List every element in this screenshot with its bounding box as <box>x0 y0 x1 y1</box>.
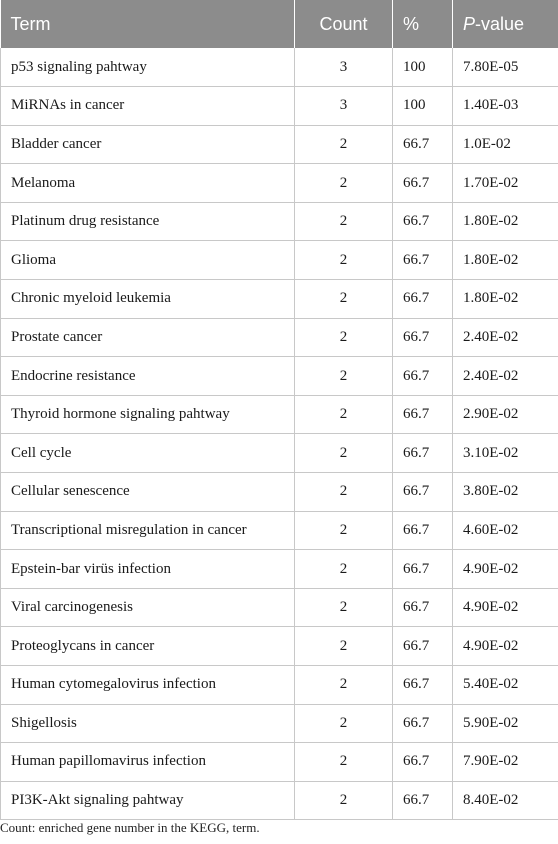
cell-term: Viral carcinogenesis <box>1 588 295 627</box>
cell-count: 2 <box>295 704 393 743</box>
cell-term: Proteoglycans in cancer <box>1 627 295 666</box>
cell-term: PI3K-Akt signaling pahtway <box>1 781 295 820</box>
cell-count: 2 <box>295 627 393 666</box>
cell-percent: 100 <box>393 87 453 126</box>
cell-count: 2 <box>295 395 393 434</box>
cell-term: Cell cycle <box>1 434 295 473</box>
cell-term: Prostate cancer <box>1 318 295 357</box>
table-row <box>1 202 558 241</box>
table-row <box>1 550 558 589</box>
cell-count: 2 <box>295 666 393 705</box>
header-p-italic: P <box>463 13 476 34</box>
cell-p-value: 1.40E-03 <box>453 87 558 126</box>
cell-percent: 66.7 <box>393 434 453 473</box>
cell-percent: 66.7 <box>393 511 453 550</box>
cell-percent: 66.7 <box>393 550 453 589</box>
cell-p-value: 5.90E-02 <box>453 704 558 743</box>
header-count: Count <box>295 0 393 48</box>
cell-term: Transcriptional misregulation in cancer <box>1 511 295 550</box>
header-term: Term <box>1 0 295 48</box>
cell-p-value: 5.40E-02 <box>453 666 558 705</box>
table-row <box>1 125 558 164</box>
cell-count: 2 <box>295 781 393 820</box>
table-row <box>1 357 558 396</box>
cell-percent: 66.7 <box>393 473 453 512</box>
cell-percent: 66.7 <box>393 395 453 434</box>
cell-term: MiRNAs in cancer <box>1 87 295 126</box>
cell-count: 2 <box>295 164 393 203</box>
cell-p-value: 2.40E-02 <box>453 357 558 396</box>
cell-p-value: 1.70E-02 <box>453 164 558 203</box>
table-body <box>1 48 558 820</box>
cell-count: 2 <box>295 241 393 280</box>
cell-percent: 66.7 <box>393 704 453 743</box>
cell-count: 2 <box>295 125 393 164</box>
cell-term: Chronic myeloid leukemia <box>1 280 295 319</box>
cell-p-value: 7.80E-05 <box>453 48 558 87</box>
cell-p-value: 1.80E-02 <box>453 241 558 280</box>
cell-term: Bladder cancer <box>1 125 295 164</box>
header-row <box>1 0 558 48</box>
table-row <box>1 473 558 512</box>
table-row <box>1 627 558 666</box>
table-row <box>1 241 558 280</box>
cell-percent: 66.7 <box>393 666 453 705</box>
cell-term: Cellular senescence <box>1 473 295 512</box>
cell-p-value: 3.10E-02 <box>453 434 558 473</box>
cell-percent: 66.7 <box>393 357 453 396</box>
cell-p-value: 4.90E-02 <box>453 550 558 589</box>
cell-count: 2 <box>295 743 393 782</box>
cell-term: Shigellosis <box>1 704 295 743</box>
cell-p-value: 4.90E-02 <box>453 588 558 627</box>
table-row <box>1 280 558 319</box>
cell-percent: 66.7 <box>393 280 453 319</box>
cell-percent: 66.7 <box>393 164 453 203</box>
cell-p-value: 1.0E-02 <box>453 125 558 164</box>
table-row <box>1 48 558 87</box>
cell-p-value: 3.80E-02 <box>453 473 558 512</box>
table-row <box>1 743 558 782</box>
table-row <box>1 318 558 357</box>
cell-term: Endocrine resistance <box>1 357 295 396</box>
cell-count: 2 <box>295 357 393 396</box>
cell-count: 2 <box>295 511 393 550</box>
cell-count: 2 <box>295 202 393 241</box>
cell-term: Melanoma <box>1 164 295 203</box>
table-row <box>1 666 558 705</box>
cell-count: 2 <box>295 473 393 512</box>
cell-p-value: 8.40E-02 <box>453 781 558 820</box>
cell-percent: 66.7 <box>393 125 453 164</box>
cell-percent: 66.7 <box>393 202 453 241</box>
cell-count: 2 <box>295 318 393 357</box>
table-row <box>1 87 558 126</box>
cell-count: 2 <box>295 588 393 627</box>
table-row <box>1 395 558 434</box>
cell-count: 2 <box>295 550 393 589</box>
cell-percent: 66.7 <box>393 627 453 666</box>
cell-term: Platinum drug resistance <box>1 202 295 241</box>
table-header <box>1 0 558 48</box>
cell-count: 3 <box>295 48 393 87</box>
cell-term: Human papillomavirus infection <box>1 743 295 782</box>
cell-p-value: 1.80E-02 <box>453 202 558 241</box>
header-p-value <box>453 0 558 48</box>
cell-p-value: 1.80E-02 <box>453 280 558 319</box>
table-row <box>1 164 558 203</box>
header-p-rest: -value <box>475 13 525 34</box>
cell-percent: 66.7 <box>393 781 453 820</box>
cell-count: 2 <box>295 280 393 319</box>
cell-count: 2 <box>295 434 393 473</box>
cell-percent: 66.7 <box>393 743 453 782</box>
cell-percent: 100 <box>393 48 453 87</box>
table-row <box>1 781 558 820</box>
cell-p-value: 4.60E-02 <box>453 511 558 550</box>
cell-term: Glioma <box>1 241 295 280</box>
cell-p-value: 7.90E-02 <box>453 743 558 782</box>
cell-percent: 66.7 <box>393 241 453 280</box>
cell-p-value: 2.40E-02 <box>453 318 558 357</box>
cell-term: Epstein-bar virüs infection <box>1 550 295 589</box>
cell-percent: 66.7 <box>393 318 453 357</box>
table-row <box>1 434 558 473</box>
table-footnote: Count: enriched gene number in the KEGG, term. <box>0 820 260 835</box>
cell-term: Human cytomegalovirus infection <box>1 666 295 705</box>
cell-term: p53 signaling pahtway <box>1 48 295 87</box>
table-row <box>1 588 558 627</box>
table-row <box>1 511 558 550</box>
cell-count: 3 <box>295 87 393 126</box>
header-percent: % <box>393 0 453 48</box>
cell-percent: 66.7 <box>393 588 453 627</box>
cell-p-value: 2.90E-02 <box>453 395 558 434</box>
cell-term: Thyroid hormone signaling pahtway <box>1 395 295 434</box>
table-row <box>1 704 558 743</box>
cell-p-value: 4.90E-02 <box>453 627 558 666</box>
